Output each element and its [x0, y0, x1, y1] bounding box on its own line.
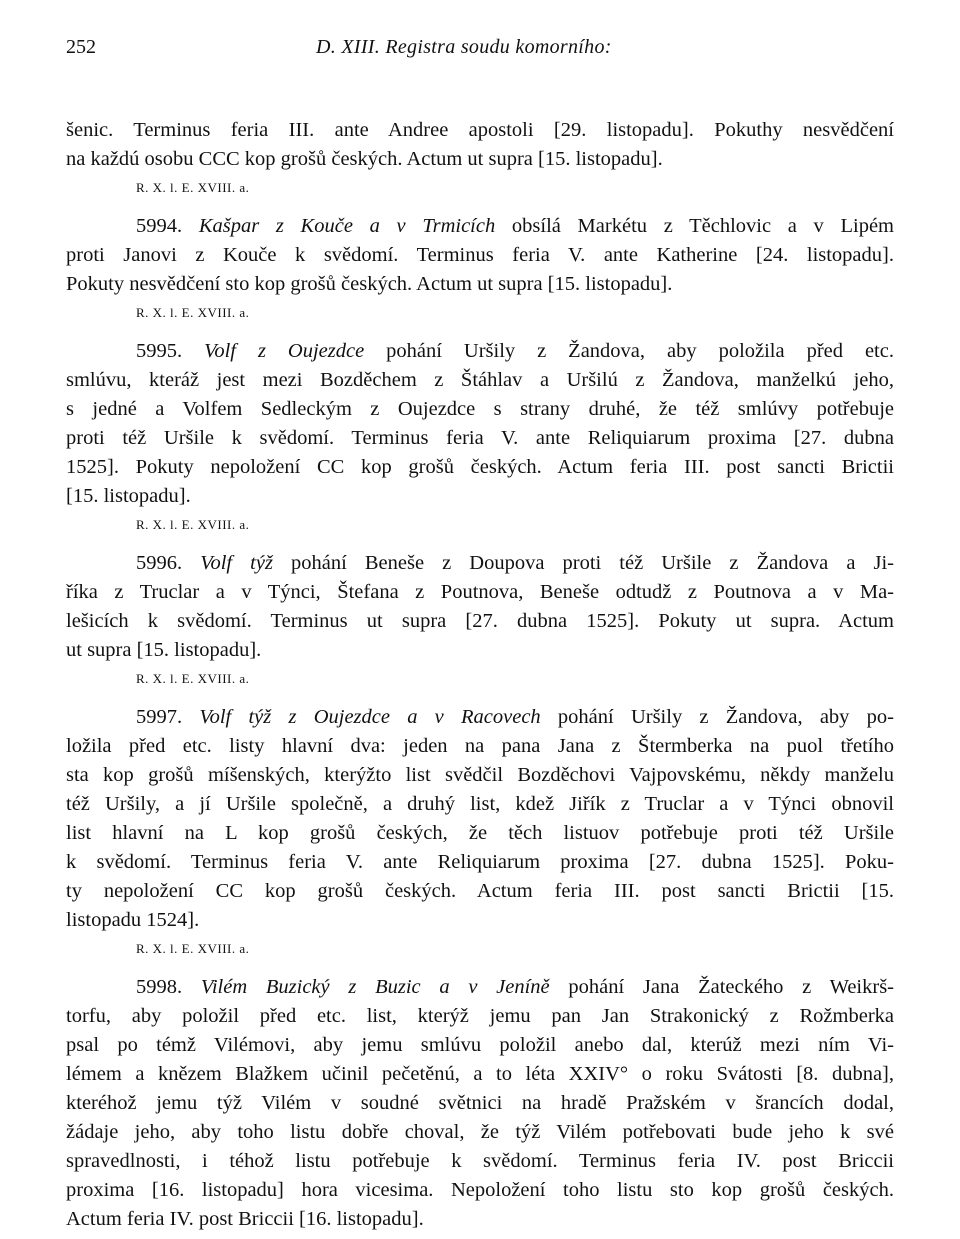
text-line [66, 337, 894, 366]
text-line: list hlavní na L kop grošů českých, že těch listuov potřebuje proti též Uršile [66, 822, 894, 844]
entry-continuation [66, 116, 894, 174]
text-line [66, 973, 894, 1002]
text-line: listopadu 1524]. [66, 909, 200, 931]
text-line: sta kop grošů míšenských, kterýžto list svědčil Bozděchovi Vajpovskému, někdy manželu [66, 764, 894, 786]
text-line: též Uršily, a jí Uršile společně, a druhý list, kdež Jiřík z Truclar a v Týnci obnovil [66, 793, 894, 815]
running-title: D. XIII. Registra soudu komorního: [316, 36, 612, 58]
archive-signature: R. X. l. E. XVIII. a. [136, 517, 250, 532]
text-line: spravedlnosti, i téhož listu potřebuje k svědomí. Terminus feria IV. post Briccii [66, 1150, 894, 1172]
text-line: proti Janovi z Kouče k svědomí. Terminus feria V. ante Katherine [24. listopadu]. [66, 244, 894, 266]
text-line: psal po témž Vilémovi, aby jemu smlúvu položil anebo dal, kterúž mezi ním Vi- [66, 1034, 894, 1056]
entry-name: Volf týž z Oujezdce a v Racovech [199, 706, 541, 728]
text-line: lešicích k svědomí. Terminus ut supra [27. dubna 1525]. Pokuty ut supra. Actum [66, 610, 894, 632]
entry-number: 5995. [136, 340, 183, 362]
text-line: šenic. Terminus feria III. ante Andree apostoli [29. listopadu]. Pokuthy nesvědčení [66, 119, 894, 141]
text-line [66, 549, 894, 578]
entry-number: 5997. [136, 706, 183, 728]
archive-signature: R. X. l. E. XVIII. a. [136, 671, 250, 686]
entry-number: 5994. [136, 215, 183, 237]
archive-signature: R. X. l. E. XVIII. a. [136, 305, 250, 320]
text-line: Actum feria IV. post Briccii [16. listopadu]. [66, 1208, 424, 1230]
entry-5995 [66, 337, 894, 511]
text-line: proxima [16. listopadu] hora vicesima. Nepoložení toho listu sto kop grošů českých. [66, 1179, 894, 1201]
running-head [66, 36, 894, 68]
entry-5996 [66, 549, 894, 665]
text-line: Pokuty nesvědčení sto kop grošů českých. Actum ut supra [15. listopadu]. [66, 273, 673, 295]
entry-5998 [66, 973, 894, 1234]
text-line: k svědomí. Terminus feria V. ante Reliquiarum proxima [27. dubna 1525]. Poku- [66, 851, 894, 873]
text-line: ty nepoložení CC kop grošů českých. Actum feria III. post sancti Brictii [15. [66, 880, 894, 902]
text-line: torfu, aby položil před etc. list, kterýž jemu pan Jan Strakonický z Rožmberka [66, 1005, 894, 1027]
text-line: kteréhož jemu týž Vilém v soudné světnici na hradě Pražském v šrancích dodal, [66, 1092, 894, 1114]
text-line: [15. listopadu]. [66, 485, 191, 507]
text-line [66, 212, 894, 241]
text-fragment: pohání Uršily z Žandova, aby po- [540, 706, 894, 728]
text-line: žádaje jeho, aby toho listu dobře choval, že týž Vilém potřebovati bude jeho k své [66, 1121, 894, 1143]
text-line: ložila před etc. listy hlavní dva: jeden na pana Jana z Štermberka na puol třetího [66, 735, 894, 757]
text-fragment: pohání Uršily z Žandova, aby položila před etc. [364, 340, 894, 362]
page-number: 252 [66, 36, 96, 58]
entry-number: 5996. [136, 552, 183, 574]
text-line: smlúvu, kteráž jest mezi Bozděchem z Štáhlav a Uršilú z Žandova, manželkú jeho, [66, 369, 894, 391]
text-line: proti též Uršile k svědomí. Terminus feria V. ante Reliquiarum proxima [27. dubna [66, 427, 894, 449]
entry-5994 [66, 212, 894, 299]
entry-5997 [66, 703, 894, 935]
text-line: 1525]. Pokuty nepoložení CC kop grošů českých. Actum feria III. post sancti Brictii [66, 456, 894, 478]
entry-name: Volf z Oujezdce [204, 340, 365, 362]
text-line: na každú osobu CCC kop grošů českých. Actum ut supra [15. listopadu]. [66, 148, 663, 170]
entry-name: Volf týž [200, 552, 273, 574]
text-line: říka z Truclar a v Týnci, Štefana z Poutnova, Beneše odtudž z Poutnova a v Ma- [66, 581, 894, 603]
entry-number: 5998. [136, 976, 183, 998]
text-line: ut supra [15. listopadu]. [66, 639, 262, 661]
archive-signature: R. X. l. E. XVIII. a. [136, 180, 250, 195]
text-fragment: pohání Beneše z Doupova proti též Uršile z Žandova a Ji- [272, 552, 895, 574]
text-fragment: obsílá Markétu z Těchlovic a v Lipém [495, 215, 894, 237]
text-line [66, 703, 894, 732]
text-line: s jedné a Volfem Sedleckým z Oujezdce s strany druhé, že též smlúvy potřebuje [66, 398, 894, 420]
text-line: lémem a knězem Blažkem učinil pečetěnú, a to léta XXIV° o roku Svátosti [8. dubna], [66, 1063, 894, 1085]
text-fragment: pohání Jana Žateckého z Weikrš- [549, 976, 895, 998]
archive-signature: R. X. l. E. XVIII. a. [136, 941, 250, 956]
entry-name: Vilém Buzický z Buzic a v Jeníně [200, 976, 550, 998]
entry-name: Kašpar z Kouče a v Trmicích [198, 215, 496, 237]
